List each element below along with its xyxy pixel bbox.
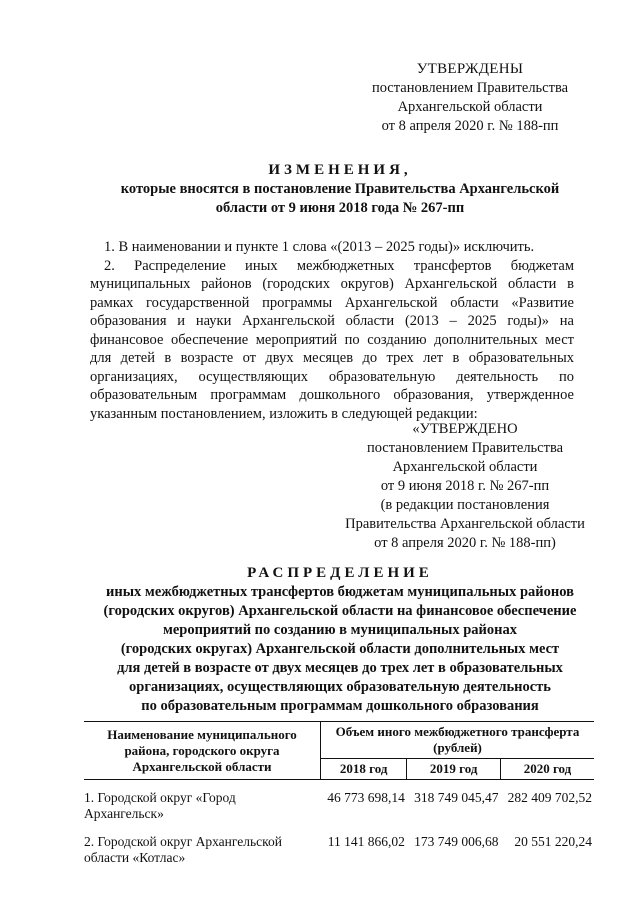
row-value-2020: 282 409 702,52 xyxy=(507,790,592,805)
approval2-line: от 8 апреля 2020 г. № 188-пп) xyxy=(374,535,556,551)
approval-stamp xyxy=(360,60,580,136)
row-value-2018: 46 773 698,14 xyxy=(327,790,405,805)
row-value-2019: 173 749 006,68 xyxy=(414,834,499,849)
distribution-line: (городских округов) Архангельской области на финансовое обеспечение xyxy=(103,603,577,619)
row-name: 2. Городской округ Архангельской области «Котлас» xyxy=(84,834,282,865)
distribution-title: РАСПРЕДЕЛЕНИЕ xyxy=(247,565,433,581)
header-transfer-volume: Объем иного межбюджетного трансферта (рублей) xyxy=(321,722,595,759)
distribution-table xyxy=(84,721,594,878)
row-value-2018: 11 141 866,02 xyxy=(327,834,405,849)
distribution-heading xyxy=(90,563,590,716)
table-row xyxy=(84,834,594,878)
approval2-line: от 9 июня 2018 г. № 267-пп xyxy=(380,478,550,494)
distribution-line: мероприятий по созданию в муниципальных районах xyxy=(162,622,518,638)
approval-line: Архангельской области xyxy=(397,99,543,115)
paragraph-1: 1. В наименовании и пункте 1 слова «(2013 – 2025 годы)» исключить. xyxy=(104,239,535,255)
approval2-title: «УТВЕРЖДЕНО xyxy=(412,421,518,437)
header-year: 2018 год xyxy=(321,759,407,780)
table-row xyxy=(84,790,594,834)
body-text xyxy=(90,238,574,423)
distribution-line: организациях, осуществляющих образовательную деятельность xyxy=(129,679,551,695)
approval2-line: постановлением Правительства xyxy=(366,440,564,456)
changes-title: ИЗМЕНЕНИЯ, xyxy=(268,162,412,178)
distribution-line: для детей в возрасте от двух месяцев до трех лет в образовательных xyxy=(117,660,563,676)
approval-title: УТВЕРЖДЕНЫ xyxy=(416,61,524,77)
row-name: 1. Городской округ «Город Архангельск» xyxy=(84,790,236,821)
distribution-line: по образовательным программам дошкольного образования xyxy=(141,698,539,714)
row-value-2019: 318 749 045,47 xyxy=(414,790,499,805)
distribution-line: иных межбюджетных трансфертов бюджетам муниципальных районов xyxy=(106,584,574,600)
approval2-line: Архангельской области xyxy=(392,459,538,475)
approval2-line: (в редакции постановления xyxy=(380,497,550,513)
changes-heading xyxy=(90,160,590,218)
approval-line: постановлением Правительства xyxy=(371,80,569,96)
header-municipality: Наименование муниципального района, городского округа Архангельской области xyxy=(84,722,321,780)
changes-subtitle-line: которые вносятся в постановление Правительства Архангельской xyxy=(120,181,560,197)
header-year: 2020 год xyxy=(500,759,594,780)
distribution-line: (городских округах) Архангельской области дополнительных мест xyxy=(120,641,560,657)
header-year: 2019 год xyxy=(407,759,501,780)
approval2-line: Правительства Архангельской области xyxy=(345,516,585,532)
approval-line: от 8 апреля 2020 г. № 188-пп xyxy=(381,118,559,134)
row-value-2020: 20 551 220,24 xyxy=(514,834,592,849)
approval-stamp-revised xyxy=(340,420,590,553)
changes-subtitle-line: области от 9 июня 2018 года № 267-пп xyxy=(215,200,465,216)
paragraph-2: 2. Распределение иных межбюджетных трансфертов бюджетам муниципальных районов (городских округов) Архангельской области в рамках государственной программы Архангельской области «Развитие образования и науки Архангельской области (2013 – 2025 годы)» на финансовое обеспечение мероприятий по созданию дополнительных мест для детей в возрасте от двух месяцев до трех лет в образовательных организациях, осуществляющих образовательную деятельность по образовательным программам дошкольного образования, утвержденное указанным постановлением, изложить в следующей редакции: xyxy=(90,257,574,422)
